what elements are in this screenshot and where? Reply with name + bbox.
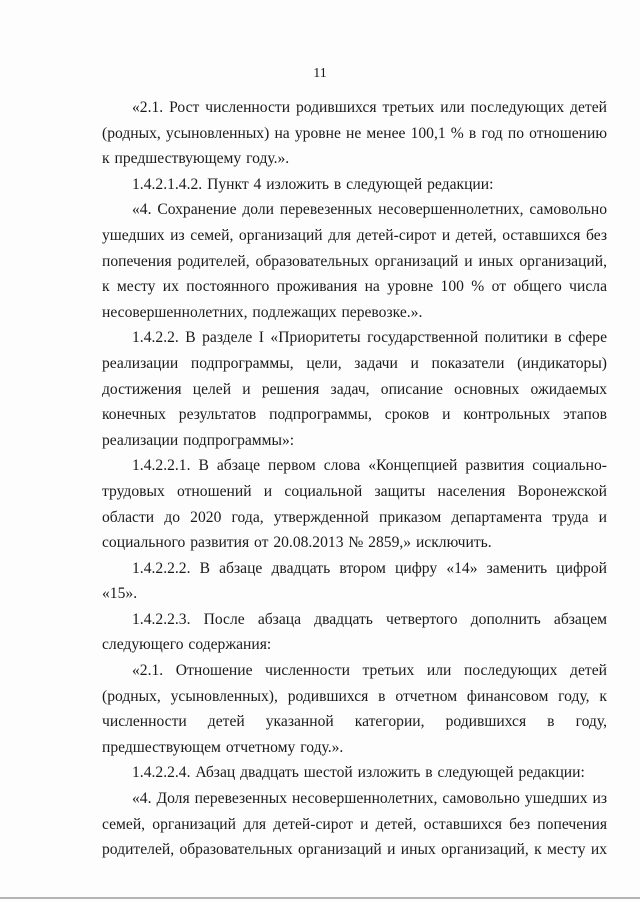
paragraph-point-4-preservation: «4. Сохранение доли перевезенных несовершеннолетних, самовольно ушедших из семей, организаций для детей-сирот и детей, оставшихся без попечения родителей, образовательных организаций и иных организаций, к месту их постоянного проживания на уровне 100 % от общего числа несовершеннолетних, подлежащих перевозке.». <box>102 201 607 321</box>
paragraph-1-4-2-1-4-2: 1.4.2.1.4.2. Пункт 4 изложить в следующей редакции: <box>132 175 494 193</box>
paragraph-2-1-birth-growth: «2.1. Рост численности родившихся третьих или последующих детей (родных, усыновленных) на уровне не менее 100,1 % в год по отношению к предшествующему году.». <box>102 99 607 168</box>
document-body <box>102 95 607 863</box>
paragraph-point-4-share: «4. Доля перевезенных несовершеннолетних, самовольно ушедших из семей, организаций для детей-сирот и детей, оставшихся без попечения родителей, образовательных организаций и иных организаций, к месту их <box>102 790 607 859</box>
paragraph-2-1-ratio: «2.1. Отношение численности третьих или последующих детей (родных, усыновленных), родившихся в отчетном финансовом году, к численности детей указанной категории, родившихся в году, предшествующем отчетному году.». <box>102 662 607 756</box>
paragraph-1-4-2-2-3: 1.4.2.2.3. После абзаца двадцать четвертого дополнить абзацем следующего содержания: <box>102 610 607 654</box>
page-number: 11 <box>313 66 327 81</box>
paragraph-1-4-2-2-1: 1.4.2.2.1. В абзаце первом слова «Концепцией развития социально-трудовых отношений и социальной защиты населения Воронежской области до 2020 года, утвержденной приказом департамента труда и социального развития от 20.08.2013 № 2859,» исключить. <box>102 457 607 552</box>
paragraph-1-4-2-2-2: 1.4.2.2.2. В абзаце двадцать втором цифру «14» заменить цифрой «15». <box>102 559 607 603</box>
paragraph-1-4-2-2: 1.4.2.2. В разделе I «Приоритеты государственной политики в сфере реализации подпрограммы, цели, задачи и показатели (индикаторы) достижения целей и решения задач, описание основных ожидаемых конечных результатов подпрограммы, сроков и контрольных этапов реализации подпрограммы»: <box>102 329 607 449</box>
paragraph-1-4-2-2-4: 1.4.2.2.4. Абзац двадцать шестой изложить в следующей редакции: <box>132 764 585 782</box>
scan-edge-divider <box>0 897 640 899</box>
